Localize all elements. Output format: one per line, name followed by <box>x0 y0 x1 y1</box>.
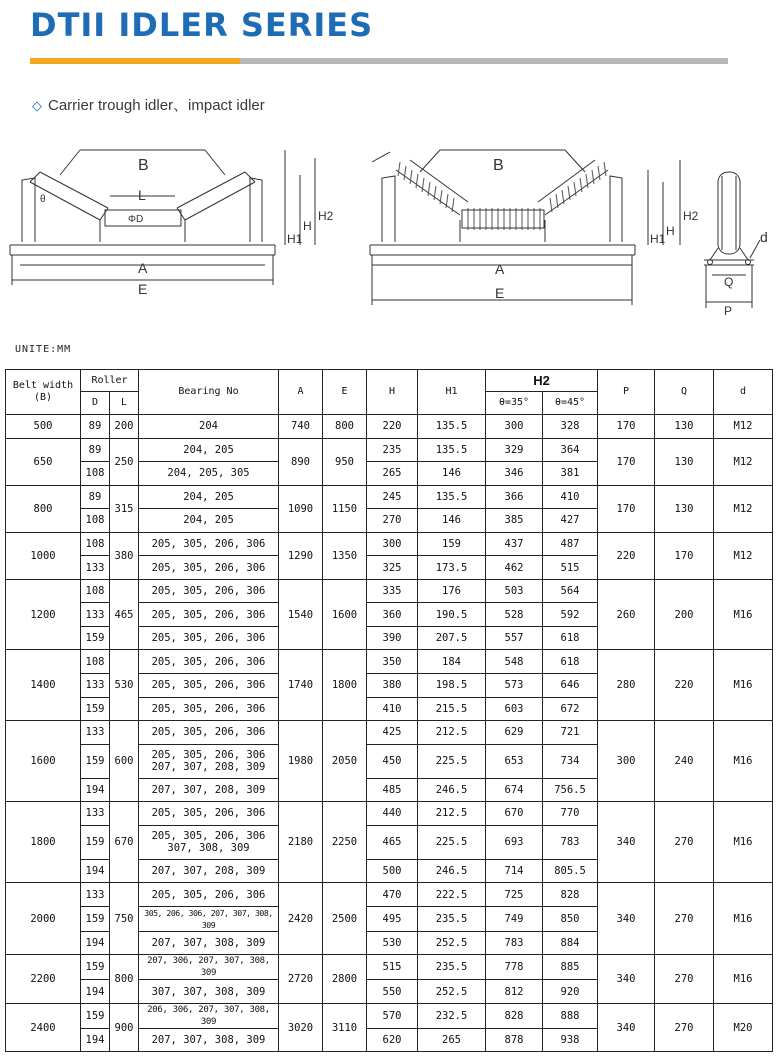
cell-h2-45: 672 <box>543 697 598 721</box>
cell-h2-35: 725 <box>486 883 543 907</box>
header-h: H <box>367 370 418 415</box>
cell-h2-45: 734 <box>543 744 598 778</box>
header-p: P <box>598 370 655 415</box>
cell-roller-d: 89 <box>81 438 110 462</box>
cell-h1: 215.5 <box>418 697 486 721</box>
cell-roller-l: 670 <box>110 802 139 883</box>
cell-h2-35: 603 <box>486 697 543 721</box>
cell-roller-d: 108 <box>81 509 110 533</box>
header-h2-45: θ=45° <box>543 392 598 415</box>
cell-e: 1600 <box>323 579 367 650</box>
cell-h2-45: 515 <box>543 556 598 580</box>
cell-bearing: 205, 305, 206, 306 <box>139 579 279 603</box>
cell-roller-l: 380 <box>110 532 139 579</box>
cell-h2-35: 674 <box>486 778 543 802</box>
cell-h2-45: 938 <box>543 1028 598 1052</box>
cell-q: 270 <box>655 802 714 883</box>
cell-d: M16 <box>714 955 773 1004</box>
cell-q: 130 <box>655 438 714 485</box>
bearing-line: 307, 308, 309 <box>167 842 250 855</box>
cell-belt-width: 500 <box>6 415 81 439</box>
cell-h1: 246.5 <box>418 859 486 883</box>
label-A: A <box>138 260 148 276</box>
cell-roller-d: 89 <box>81 415 110 439</box>
bearing-line: 205, 305, 206, 306 <box>151 749 266 762</box>
cell-p: 340 <box>598 1003 655 1052</box>
cell-belt-width: 2400 <box>6 1003 81 1052</box>
cell-d: M12 <box>714 485 773 532</box>
cell-belt-width: 1800 <box>6 802 81 883</box>
cell-bearing: 204, 205 <box>139 438 279 462</box>
cell-bearing: 205, 305, 206, 306 <box>139 697 279 721</box>
cell-d: M12 <box>714 415 773 439</box>
cell-p: 340 <box>598 802 655 883</box>
cell-h2-45: 646 <box>543 674 598 698</box>
label-H2-2: H2 <box>683 209 699 223</box>
cell-p: 170 <box>598 485 655 532</box>
subtitle-text: Carrier trough idler、impact idler <box>48 97 265 114</box>
cell-e: 1150 <box>323 485 367 532</box>
cell-roller-d: 133 <box>81 556 110 580</box>
cell-bearing <box>139 825 279 859</box>
cell-bearing: 207, 307, 308, 309 <box>139 1028 279 1052</box>
cell-h2-35: 778 <box>486 955 543 980</box>
header-roller: Roller <box>81 370 139 392</box>
cell-h2-35: 783 <box>486 931 543 955</box>
cell-h2-35: 828 <box>486 1003 543 1028</box>
header-roller-d: D <box>81 392 110 415</box>
cell-belt-width: 1200 <box>6 579 81 650</box>
cell-h1: 252.5 <box>418 980 486 1004</box>
label-P: P <box>724 304 733 318</box>
label-H: H <box>303 219 312 233</box>
cell-bearing: 205, 305, 206, 306 <box>139 721 279 745</box>
cell-roller-d: 159 <box>81 626 110 650</box>
cell-bearing: 205, 305, 206, 306 <box>139 674 279 698</box>
bearing-line: 207, 307, 208, 309 <box>151 761 266 774</box>
cell-a: 890 <box>279 438 323 485</box>
cell-h2-35: 878 <box>486 1028 543 1052</box>
cell-h: 485 <box>367 778 418 802</box>
cell-d: M16 <box>714 883 773 955</box>
cell-h2-45: 427 <box>543 509 598 533</box>
cell-h: 245 <box>367 485 418 509</box>
cell-roller-d: 133 <box>81 883 110 907</box>
cell-bearing: 206, 306, 207, 307, 308, 309 <box>139 1003 279 1028</box>
label-A-2: A <box>495 261 505 277</box>
cell-h1: 212.5 <box>418 721 486 745</box>
impact-idler-drawing <box>370 150 699 305</box>
cell-roller-l: 600 <box>110 721 139 802</box>
cell-h2-45: 756.5 <box>543 778 598 802</box>
cell-p: 300 <box>598 721 655 802</box>
header-belt-width: Belt width (B) <box>6 370 81 415</box>
cell-h: 220 <box>367 415 418 439</box>
cell-h: 270 <box>367 509 418 533</box>
cell-h: 450 <box>367 744 418 778</box>
title-underline-accent <box>30 58 240 64</box>
cell-belt-width: 2000 <box>6 883 81 955</box>
label-roll-d: ΦD <box>128 214 144 225</box>
cell-h2-35: 437 <box>486 532 543 556</box>
cell-h2-45: 885 <box>543 955 598 980</box>
cell-a: 1090 <box>279 485 323 532</box>
cell-roller-l: 250 <box>110 438 139 485</box>
header-roller-l: L <box>110 392 139 415</box>
cell-h1: 159 <box>418 532 486 556</box>
cell-e: 2050 <box>323 721 367 802</box>
table-row <box>6 415 773 439</box>
cell-e: 3110 <box>323 1003 367 1052</box>
cell-roller-d: 194 <box>81 931 110 955</box>
cell-h1: 176 <box>418 579 486 603</box>
cell-h1: 135.5 <box>418 438 486 462</box>
header-h1: H1 <box>418 370 486 415</box>
units-label: UNITE:MM <box>15 344 72 355</box>
cell-roller-l: 315 <box>110 485 139 532</box>
cell-roller-d: 194 <box>81 980 110 1004</box>
cell-roller-l: 800 <box>110 955 139 1004</box>
cell-h2-35: 653 <box>486 744 543 778</box>
cell-h2-35: 714 <box>486 859 543 883</box>
cell-p: 340 <box>598 883 655 955</box>
cell-h2-45: 850 <box>543 906 598 931</box>
cell-h1: 222.5 <box>418 883 486 907</box>
cell-h2-45: 487 <box>543 532 598 556</box>
cell-bearing: 307, 307, 308, 309 <box>139 980 279 1004</box>
cell-h1: 135.5 <box>418 485 486 509</box>
cell-belt-width: 800 <box>6 485 81 532</box>
cell-h2-45: 805.5 <box>543 859 598 883</box>
cell-h2-45: 381 <box>543 462 598 486</box>
title-underline <box>240 58 728 64</box>
cell-p: 170 <box>598 415 655 439</box>
cell-bearing: 205, 305, 206, 306 <box>139 532 279 556</box>
cell-a: 1540 <box>279 579 323 650</box>
cell-roller-l: 900 <box>110 1003 139 1052</box>
cell-h: 300 <box>367 532 418 556</box>
cell-q: 200 <box>655 579 714 650</box>
idler-spec-table <box>5 369 773 1052</box>
cell-a: 1980 <box>279 721 323 802</box>
cell-belt-width: 1400 <box>6 650 81 721</box>
cell-h2-35: 812 <box>486 980 543 1004</box>
label-H1: H1 <box>287 232 303 246</box>
cell-h: 470 <box>367 883 418 907</box>
cell-belt-width: 2200 <box>6 955 81 1004</box>
cell-q: 130 <box>655 415 714 439</box>
cell-h2-45: 721 <box>543 721 598 745</box>
cell-a: 1740 <box>279 650 323 721</box>
cell-h2-45: 618 <box>543 650 598 674</box>
cell-roller-d: 194 <box>81 859 110 883</box>
cell-a: 2420 <box>279 883 323 955</box>
cell-roller-l: 200 <box>110 415 139 439</box>
cell-d: M20 <box>714 1003 773 1052</box>
cell-bearing: 204, 205 <box>139 485 279 509</box>
cell-h2-45: 564 <box>543 579 598 603</box>
cell-h2-45: 828 <box>543 883 598 907</box>
bearing-line: 205, 305, 206, 306 <box>151 830 266 843</box>
cell-h2-35: 300 <box>486 415 543 439</box>
cell-h: 440 <box>367 802 418 826</box>
cell-h: 620 <box>367 1028 418 1052</box>
label-B: B <box>138 157 149 174</box>
cell-e: 950 <box>323 438 367 485</box>
cell-h1: 225.5 <box>418 744 486 778</box>
cell-a: 3020 <box>279 1003 323 1052</box>
cell-d: M12 <box>714 438 773 485</box>
cell-roller-d: 108 <box>81 462 110 486</box>
label-angle: θ <box>40 194 46 205</box>
cell-h2-35: 385 <box>486 509 543 533</box>
cell-bearing: 205, 305, 206, 306 <box>139 802 279 826</box>
cell-p: 220 <box>598 532 655 579</box>
cell-roller-d: 108 <box>81 579 110 603</box>
header-h2: H2 <box>486 370 598 392</box>
cell-h1: 212.5 <box>418 802 486 826</box>
header-h2-35: θ=35° <box>486 392 543 415</box>
cell-p: 340 <box>598 955 655 1004</box>
cell-h2-45: 592 <box>543 603 598 627</box>
cell-bearing: 204, 205, 305 <box>139 462 279 486</box>
cell-h2-45: 884 <box>543 931 598 955</box>
table-row <box>6 532 773 556</box>
cell-h: 335 <box>367 579 418 603</box>
cell-bearing: 207, 306, 207, 307, 308, 309 <box>139 955 279 980</box>
diamond-bullet-icon: ◇ <box>32 98 42 113</box>
cell-h1: 235.5 <box>418 955 486 980</box>
cell-roller-l: 465 <box>110 579 139 650</box>
cell-h2-45: 888 <box>543 1003 598 1028</box>
section-subtitle <box>32 94 265 115</box>
cell-h1: 246.5 <box>418 778 486 802</box>
cell-bearing: 207, 307, 208, 309 <box>139 778 279 802</box>
header-bearing: Bearing No <box>139 370 279 415</box>
carrier-idler-drawing <box>10 150 334 297</box>
cell-q: 130 <box>655 485 714 532</box>
cell-e: 2250 <box>323 802 367 883</box>
cell-bearing <box>139 744 279 778</box>
cell-d: M12 <box>714 532 773 579</box>
header-e: E <box>323 370 367 415</box>
cell-h1: 225.5 <box>418 825 486 859</box>
cell-h1: 235.5 <box>418 906 486 931</box>
cell-roller-d: 133 <box>81 721 110 745</box>
cell-h: 380 <box>367 674 418 698</box>
cell-h2-45: 920 <box>543 980 598 1004</box>
cell-h2-45: 618 <box>543 626 598 650</box>
cell-h1: 184 <box>418 650 486 674</box>
cell-roller-d: 159 <box>81 744 110 778</box>
cell-h: 325 <box>367 556 418 580</box>
cell-h2-45: 770 <box>543 802 598 826</box>
cell-bearing: 205, 305, 206, 306 <box>139 883 279 907</box>
cell-h2-35: 548 <box>486 650 543 674</box>
cell-q: 220 <box>655 650 714 721</box>
cell-h: 410 <box>367 697 418 721</box>
label-H-2: H <box>666 224 675 238</box>
cell-roller-d: 159 <box>81 1003 110 1028</box>
cell-q: 170 <box>655 532 714 579</box>
cell-belt-width: 1000 <box>6 532 81 579</box>
cell-h2-45: 410 <box>543 485 598 509</box>
cell-h2-45: 328 <box>543 415 598 439</box>
cell-h2-35: 462 <box>486 556 543 580</box>
cell-roller-d: 159 <box>81 955 110 980</box>
cell-roller-d: 159 <box>81 697 110 721</box>
cell-q: 270 <box>655 883 714 955</box>
cell-h: 530 <box>367 931 418 955</box>
cell-h2-35: 573 <box>486 674 543 698</box>
table-row <box>6 579 773 603</box>
header-a: A <box>279 370 323 415</box>
cell-h2-35: 749 <box>486 906 543 931</box>
cell-h2-35: 329 <box>486 438 543 462</box>
table-row <box>6 802 773 826</box>
cell-roller-d: 108 <box>81 650 110 674</box>
cell-h2-35: 629 <box>486 721 543 745</box>
cell-bearing: 305, 206, 306, 207, 307, 308, 309 <box>139 906 279 931</box>
cell-bearing: 205, 305, 206, 306 <box>139 556 279 580</box>
header-q: Q <box>655 370 714 415</box>
cell-bearing: 205, 305, 206, 306 <box>139 603 279 627</box>
cell-h: 500 <box>367 859 418 883</box>
cell-h1: 135.5 <box>418 415 486 439</box>
table-body <box>6 415 773 1052</box>
cell-h: 465 <box>367 825 418 859</box>
cell-h1: 146 <box>418 509 486 533</box>
cell-roller-l: 530 <box>110 650 139 721</box>
cell-bearing: 205, 305, 206, 306 <box>139 626 279 650</box>
label-d-small: d <box>760 229 768 245</box>
cell-belt-width: 650 <box>6 438 81 485</box>
cell-e: 2800 <box>323 955 367 1004</box>
cell-roller-d: 194 <box>81 778 110 802</box>
cell-roller-d: 133 <box>81 802 110 826</box>
cell-h1: 252.5 <box>418 931 486 955</box>
header-d: d <box>714 370 773 415</box>
label-B-2: B <box>493 157 504 174</box>
cell-h: 360 <box>367 603 418 627</box>
table-row <box>6 955 773 980</box>
cell-q: 270 <box>655 1003 714 1052</box>
cell-h1: 207.5 <box>418 626 486 650</box>
cell-belt-width: 1600 <box>6 721 81 802</box>
table-header <box>6 370 773 415</box>
cell-a: 1290 <box>279 532 323 579</box>
label-H1-2: H1 <box>650 232 666 246</box>
cell-h2-35: 693 <box>486 825 543 859</box>
cell-e: 1800 <box>323 650 367 721</box>
cell-h2-35: 528 <box>486 603 543 627</box>
cell-roller-d: 108 <box>81 532 110 556</box>
label-H2: H2 <box>318 209 334 223</box>
label-E-2: E <box>495 285 505 301</box>
label-L: L <box>138 187 146 203</box>
label-E: E <box>138 281 148 297</box>
cell-bearing: 207, 307, 308, 309 <box>139 931 279 955</box>
cell-a: 2180 <box>279 802 323 883</box>
cell-h1: 198.5 <box>418 674 486 698</box>
cell-p: 170 <box>598 438 655 485</box>
cell-h1: 265 <box>418 1028 486 1052</box>
cell-a: 740 <box>279 415 323 439</box>
cell-h2-35: 503 <box>486 579 543 603</box>
cell-h2-35: 557 <box>486 626 543 650</box>
cell-d: M16 <box>714 579 773 650</box>
cell-e: 1350 <box>323 532 367 579</box>
cell-e: 800 <box>323 415 367 439</box>
cell-roller-d: 194 <box>81 1028 110 1052</box>
cell-h: 515 <box>367 955 418 980</box>
table-row <box>6 721 773 745</box>
page-title: DTII IDLER SERIES <box>30 6 374 44</box>
cell-roller-d: 133 <box>81 603 110 627</box>
cell-e: 2500 <box>323 883 367 955</box>
cell-p: 260 <box>598 579 655 650</box>
cell-q: 240 <box>655 721 714 802</box>
cell-roller-l: 750 <box>110 883 139 955</box>
cell-bearing: 205, 305, 206, 306 <box>139 650 279 674</box>
cell-roller-d: 159 <box>81 825 110 859</box>
cell-a: 2720 <box>279 955 323 1004</box>
table-row <box>6 485 773 509</box>
cell-h2-35: 366 <box>486 485 543 509</box>
cell-h1: 146 <box>418 462 486 486</box>
cell-bearing: 207, 307, 208, 309 <box>139 859 279 883</box>
cell-h: 425 <box>367 721 418 745</box>
cell-h1: 173.5 <box>418 556 486 580</box>
cell-h: 235 <box>367 438 418 462</box>
cell-bearing: 204 <box>139 415 279 439</box>
table-row <box>6 883 773 907</box>
cell-h: 550 <box>367 980 418 1004</box>
cell-h: 495 <box>367 906 418 931</box>
cell-h: 350 <box>367 650 418 674</box>
cell-d: M16 <box>714 802 773 883</box>
idler-technical-drawing <box>0 140 779 340</box>
cell-d: M16 <box>714 650 773 721</box>
cell-h: 390 <box>367 626 418 650</box>
cell-h2-35: 346 <box>486 462 543 486</box>
cell-roller-d: 133 <box>81 674 110 698</box>
cell-bearing: 204, 205 <box>139 509 279 533</box>
label-Q: Q <box>724 275 734 289</box>
cell-d: M16 <box>714 721 773 802</box>
table-row <box>6 438 773 462</box>
cell-h2-45: 364 <box>543 438 598 462</box>
cell-h2-35: 670 <box>486 802 543 826</box>
cell-roller-d: 89 <box>81 485 110 509</box>
table-row <box>6 650 773 674</box>
side-view-drawing <box>704 172 768 318</box>
cell-h1: 232.5 <box>418 1003 486 1028</box>
cell-p: 280 <box>598 650 655 721</box>
table-row <box>6 1003 773 1028</box>
cell-h2-45: 783 <box>543 825 598 859</box>
cell-roller-d: 159 <box>81 906 110 931</box>
cell-q: 270 <box>655 955 714 1004</box>
cell-h: 570 <box>367 1003 418 1028</box>
cell-h1: 190.5 <box>418 603 486 627</box>
cell-h: 265 <box>367 462 418 486</box>
